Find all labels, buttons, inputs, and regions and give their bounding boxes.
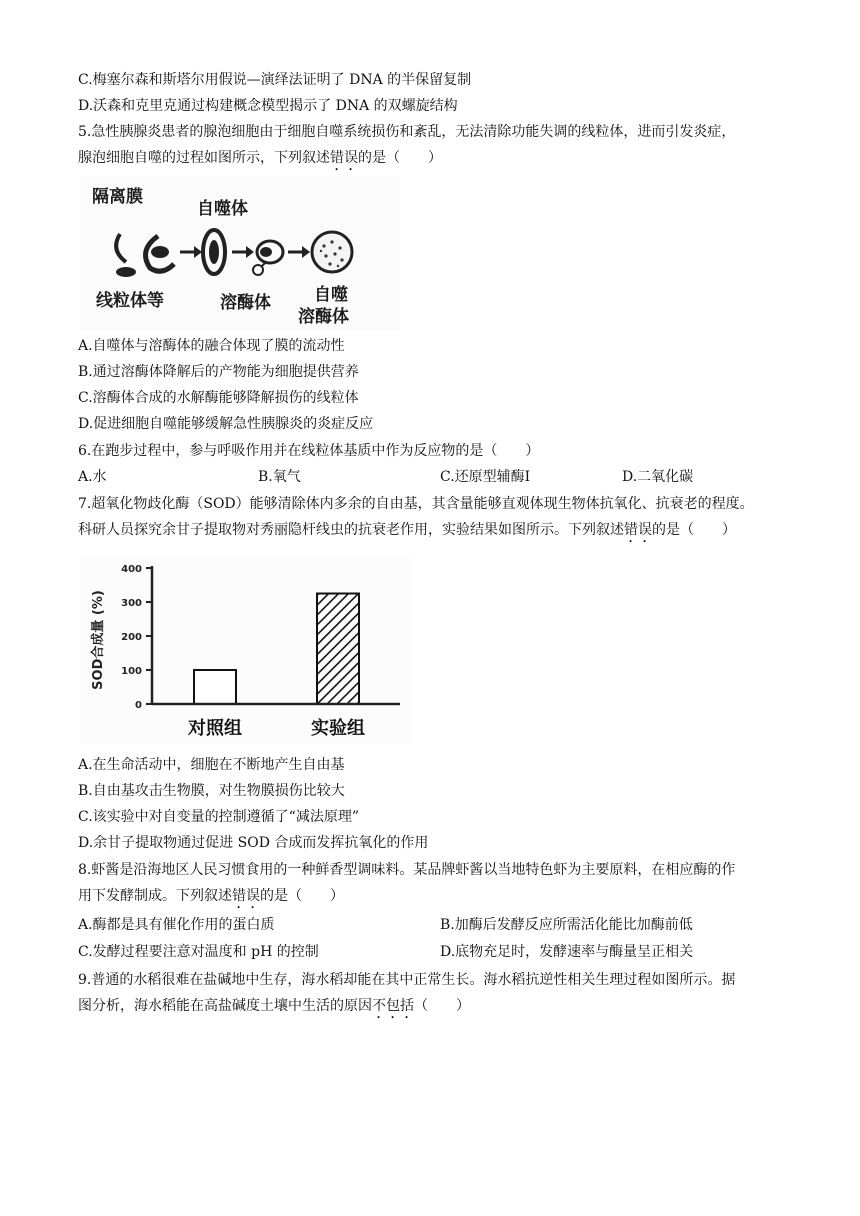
q8-option-a: A.酶都是具有催化作用的蛋白质 xyxy=(78,917,275,933)
sod-bar-chart xyxy=(80,554,410,744)
q9-stem-line2 xyxy=(78,996,470,1022)
label-autophagosome: 自噬体 xyxy=(197,199,248,219)
q6-stem: 6.在跑步过程中，参与呼吸作用并在线粒体基质中作为反应物的是（ ） xyxy=(78,443,540,459)
q5-option-a: A.自噬体与溶酶体的融合体现了膜的流动性 xyxy=(78,338,345,354)
x-category-label: 实验组 xyxy=(311,718,365,739)
x-category-label: 对照组 xyxy=(188,718,242,739)
q5-stem-line2 xyxy=(78,148,442,174)
q9-stem-text: 图分析，海水稻能在高盐碱度土壤中生活的原因 xyxy=(78,998,372,1014)
y-tick-label: 300 xyxy=(121,598,142,609)
mitochondrion-shape xyxy=(116,267,136,277)
label-lysosome: 溶酶体 xyxy=(220,293,271,313)
q8-option-b: B.加酶后发酵反应所需活化能比加酶前低 xyxy=(440,917,693,933)
q5-emphasis: 错误 xyxy=(330,150,358,166)
q8-stem-end: 的是（ ） xyxy=(260,888,344,904)
bar-control xyxy=(194,670,236,704)
q5-option-d: D.促进细胞自噬能够缓解急性胰腺炎的炎症反应 xyxy=(78,416,374,432)
label-mitochondria: 线粒体等 xyxy=(96,291,164,311)
y-tick-label: 400 xyxy=(121,564,142,575)
q7-stem-text: 科研人员探究余甘子提取物对秀丽隐杆线虫的抗衰老作用，实验结果如图所示。下列叙述 xyxy=(78,522,624,538)
q7-stem-end: 的是（ ） xyxy=(652,522,736,538)
q7-emphasis: 错误 xyxy=(624,522,652,538)
q9-stem-end: （ ） xyxy=(414,998,470,1014)
y-tick-label: 100 xyxy=(121,666,142,677)
q5-option-b: B.通过溶酶体降解后的产物能为细胞提供营养 xyxy=(78,364,359,380)
autolysosome-shape xyxy=(312,232,352,272)
autophagy-diagram xyxy=(80,176,400,330)
q8-option-c: C.发酵过程要注意对温度和 pH 的控制 xyxy=(78,944,319,960)
q6-option-b: B.氧气 xyxy=(258,469,301,485)
q8-stem-text: 用下发酵制成。下列叙述 xyxy=(78,888,232,904)
q7-stem-line1: 7.超氧化物歧化酶（SOD）能够清除体内多余的自由基，其含量能够直观体现生物体抗氧化、抗衰老的程度。 xyxy=(78,496,754,512)
q7-option-b: B.自由基攻击生物膜，对生物膜损伤比较大 xyxy=(78,783,345,799)
q5-stem-line1: 5.急性胰腺炎患者的腺泡细胞由于细胞自噬系统损伤和紊乱，无法清除功能失调的线粒体，进而引发炎症， xyxy=(78,124,736,140)
q9-emphasis: 不包括 xyxy=(372,998,414,1014)
q5-stem-end: 的是（ ） xyxy=(358,150,442,166)
q6-option-a: A.水 xyxy=(78,469,107,485)
q7-option-c: C.该实验中对自变量的控制遵循了“减法原理” xyxy=(78,809,359,825)
q6-option-c: C.还原型辅酶Ⅰ xyxy=(440,469,531,485)
y-tick-label: 0 xyxy=(135,700,142,711)
q4-option-c: C.梅塞尔森和斯塔尔用假说—演绎法证明了 DNA 的半保留复制 xyxy=(78,72,472,88)
q4-option-d: D.沃森和克里克通过构建概念模型揭示了 DNA 的双螺旋结构 xyxy=(78,98,458,114)
q5-option-c: C.溶酶体合成的水解酶能够降解损伤的线粒体 xyxy=(78,390,359,406)
q7-option-d: D.余甘子提取物通过促进 SOD 合成而发挥抗氧化的作用 xyxy=(78,835,429,851)
label-isolation-membrane: 隔离膜 xyxy=(92,187,143,207)
q7-option-a: A.在生命活动中，细胞在不断地产生自由基 xyxy=(78,757,345,773)
label-autolysosome-1: 自噬 xyxy=(314,285,348,305)
y-tick-label: 200 xyxy=(121,632,142,643)
q8-emphasis: 错误 xyxy=(232,888,260,904)
q6-option-d: D.二氧化碳 xyxy=(622,469,694,485)
q5-stem-text: 腺泡细胞自噬的过程如图所示，下列叙述 xyxy=(78,150,330,166)
y-axis-label: SOD合成量 (%) xyxy=(91,590,106,690)
bar-experiment xyxy=(317,594,359,705)
q8-stem-line1: 8.虾酱是沿海地区人民习惯食用的一种鲜香型调味料。某品牌虾酱以当地特色虾为主要原料，在相应酶的作 xyxy=(78,862,736,878)
label-autolysosome-2: 溶酶体 xyxy=(298,307,349,327)
q8-option-d: D.底物充足时，发酵速率与酶量呈正相关 xyxy=(440,944,694,960)
q9-stem-line1: 9.普通的水稻很难在盐碱地中生存，海水稻却能在其中正常生长。海水稻抗逆性相关生理过程如图所示。据 xyxy=(78,972,736,988)
q7-stem-line2 xyxy=(78,520,736,546)
q8-stem-line2 xyxy=(78,886,344,912)
